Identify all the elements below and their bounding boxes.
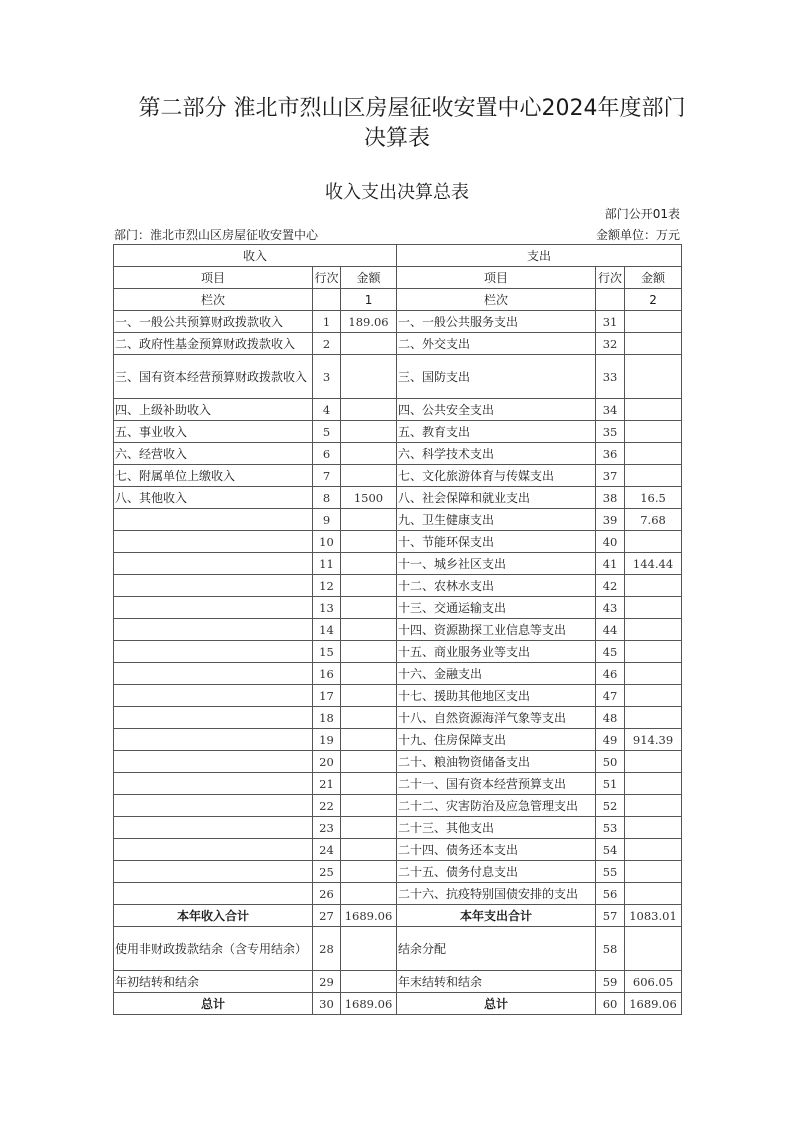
income-line-cell: 26 (313, 883, 341, 905)
income-amount-cell (341, 927, 397, 971)
income-item-cell: 五、事业收入 (114, 421, 313, 443)
table-row (114, 795, 682, 817)
income-line-cell: 6 (313, 443, 341, 465)
table-row (114, 333, 682, 355)
expense-amount-cell (625, 795, 682, 817)
expense-item-cell: 年末结转和结余 (397, 971, 596, 993)
income-amount-cell (341, 509, 397, 531)
income-amount-cell (341, 707, 397, 729)
expense-item-cell: 十、节能环保支出 (397, 531, 596, 553)
expense-item-cell: 八、社会保障和就业支出 (397, 487, 596, 509)
expense-line-cell: 52 (596, 795, 625, 817)
income-item-cell: 四、上级补助收入 (114, 399, 313, 421)
table-row (114, 531, 682, 553)
expense-amount-cell (625, 817, 682, 839)
income-line-cell: 10 (313, 531, 341, 553)
income-line-cell: 4 (313, 399, 341, 421)
income-line-cell: 17 (313, 685, 341, 707)
department-label: 部门：淮北市烈山区房屋征收安置中心 (114, 228, 319, 242)
table-row (114, 641, 682, 663)
expense-amount-cell (625, 773, 682, 795)
income-item-cell (114, 509, 313, 531)
expense-amount-cell (625, 443, 682, 465)
income-line-cell: 12 (313, 575, 341, 597)
income-line-cell: 5 (313, 421, 341, 443)
table-number: 部门公开01表 (604, 207, 680, 221)
document-title-line2: 决算表 (363, 126, 430, 151)
expense-line-cell: 58 (596, 927, 625, 971)
income-amount-cell (341, 817, 397, 839)
income-item-cell: 二、政府性基金预算财政拨款收入 (114, 333, 313, 355)
income-line-cell: 16 (313, 663, 341, 685)
income-item-cell (114, 597, 313, 619)
table-row (114, 729, 682, 751)
expense-amount-cell (625, 685, 682, 707)
table-row (114, 553, 682, 575)
expense-line-cell: 56 (596, 883, 625, 905)
table-row (114, 685, 682, 707)
expense-item-cell: 二十、粮油物资储备支出 (397, 751, 596, 773)
expense-item-cell: 二十六、抗疫特别国债安排的支出 (397, 883, 596, 905)
expense-line-cell: 42 (596, 575, 625, 597)
expense-item-cell: 二、外交支出 (397, 333, 596, 355)
income-item-cell: 八、其他收入 (114, 487, 313, 509)
expense-line-cell: 40 (596, 531, 625, 553)
income-amount-cell (341, 399, 397, 421)
expense-line-cell: 34 (596, 399, 625, 421)
income-item-cell: 年初结转和结余 (114, 971, 313, 993)
expense-amount-cell (625, 531, 682, 553)
table-row (114, 905, 682, 927)
expense-item-cell: 七、文化旅游体育与传媒支出 (397, 465, 596, 487)
expense-item-cell: 本年支出合计 (397, 905, 596, 927)
income-item-cell: 七、附属单位上缴收入 (114, 465, 313, 487)
table-row (114, 993, 682, 1015)
expense-item-cell: 十一、城乡社区支出 (397, 553, 596, 575)
income-column-number: 1 (341, 289, 397, 311)
expense-item-cell: 二十一、国有资本经营预算支出 (397, 773, 596, 795)
income-item-cell: 本年收入合计 (114, 905, 313, 927)
income-item-cell: 六、经营收入 (114, 443, 313, 465)
table-row (114, 487, 682, 509)
expense-amount-cell (625, 399, 682, 421)
income-line-cell: 14 (313, 619, 341, 641)
expense-line-cell: 31 (596, 311, 625, 333)
expense-item-cell: 三、国防支出 (397, 355, 596, 399)
income-item-cell (114, 861, 313, 883)
expense-line-cell: 39 (596, 509, 625, 531)
expense-line-cell: 47 (596, 685, 625, 707)
expense-amount-cell: 914.39 (625, 729, 682, 751)
table-row (114, 663, 682, 685)
table-row (114, 707, 682, 729)
income-line-cell: 7 (313, 465, 341, 487)
expense-amount-cell (625, 311, 682, 333)
income-amount-cell (341, 575, 397, 597)
expense-line-cell: 43 (596, 597, 625, 619)
header-row-columns (114, 267, 682, 289)
expense-item-cell: 四、公共安全支出 (397, 399, 596, 421)
income-item-cell (114, 553, 313, 575)
income-column-line-empty (313, 289, 341, 311)
table-row (114, 619, 682, 641)
income-column-label: 栏次 (114, 289, 313, 311)
income-line-cell: 24 (313, 839, 341, 861)
expense-item-cell: 十五、商业服务业等支出 (397, 641, 596, 663)
income-amount-cell (341, 465, 397, 487)
expense-amount-cell: 1689.06 (625, 993, 682, 1015)
expense-line-header: 行次 (596, 267, 625, 289)
table-row (114, 751, 682, 773)
income-amount-cell (341, 641, 397, 663)
table-row (114, 861, 682, 883)
expense-amount-cell (625, 421, 682, 443)
income-item-cell (114, 729, 313, 751)
income-amount-cell (341, 355, 397, 399)
income-line-cell: 1 (313, 311, 341, 333)
income-line-cell: 18 (313, 707, 341, 729)
expense-amount-cell (625, 641, 682, 663)
table-row (114, 509, 682, 531)
income-amount-cell (341, 443, 397, 465)
expense-item-cell: 十二、农林水支出 (397, 575, 596, 597)
expense-item-cell: 五、教育支出 (397, 421, 596, 443)
income-item-cell: 三、国有资本经营预算财政拨款收入 (114, 355, 313, 399)
income-amount-cell (341, 861, 397, 883)
expense-item-cell: 十四、资源勘探工业信息等支出 (397, 619, 596, 641)
expense-line-cell: 51 (596, 773, 625, 795)
table-row (114, 773, 682, 795)
expense-line-cell: 36 (596, 443, 625, 465)
income-amount-cell (341, 553, 397, 575)
income-item-cell (114, 641, 313, 663)
document-title-line1: 第二部分 淮北市烈山区房屋征收安置中心2024年度部门 (138, 96, 686, 121)
income-line-cell: 28 (313, 927, 341, 971)
income-line-cell: 9 (313, 509, 341, 531)
income-item-cell (114, 663, 313, 685)
table-row (114, 927, 682, 971)
expense-amount-cell (625, 707, 682, 729)
expense-item-header: 项目 (397, 267, 596, 289)
income-line-cell: 27 (313, 905, 341, 927)
expense-line-cell: 57 (596, 905, 625, 927)
income-line-cell: 21 (313, 773, 341, 795)
expense-line-cell: 41 (596, 553, 625, 575)
expense-item-cell: 十六、金融支出 (397, 663, 596, 685)
table-row (114, 971, 682, 993)
expense-line-cell: 50 (596, 751, 625, 773)
income-item-cell (114, 773, 313, 795)
income-line-cell: 3 (313, 355, 341, 399)
expense-column-line-empty (596, 289, 625, 311)
expense-amount-cell (625, 751, 682, 773)
expense-line-cell: 44 (596, 619, 625, 641)
income-item-cell (114, 817, 313, 839)
expense-amount-cell: 144.44 (625, 553, 682, 575)
table-row (114, 421, 682, 443)
expense-amount-cell (625, 927, 682, 971)
expense-amount-cell: 1083.01 (625, 905, 682, 927)
income-expense-table (113, 244, 682, 1015)
income-line-cell: 8 (313, 487, 341, 509)
income-amount-cell (341, 883, 397, 905)
expense-item-cell: 二十五、债务付息支出 (397, 861, 596, 883)
expense-line-cell: 32 (596, 333, 625, 355)
header-row-column-numbers (114, 289, 682, 311)
income-item-cell (114, 685, 313, 707)
income-header: 收入 (114, 245, 397, 267)
expense-line-cell: 33 (596, 355, 625, 399)
income-item-cell (114, 751, 313, 773)
income-amount-header: 金额 (341, 267, 397, 289)
expense-item-cell: 二十二、灾害防治及应急管理支出 (397, 795, 596, 817)
income-item-cell: 总计 (114, 993, 313, 1015)
expense-amount-cell (625, 663, 682, 685)
expense-amount-cell (625, 575, 682, 597)
income-amount-cell: 1500 (341, 487, 397, 509)
income-item-cell (114, 531, 313, 553)
income-amount-cell (341, 839, 397, 861)
expense-line-cell: 59 (596, 971, 625, 993)
expense-amount-header: 金额 (625, 267, 682, 289)
income-item-header: 项目 (114, 267, 313, 289)
income-amount-cell (341, 619, 397, 641)
expense-line-cell: 35 (596, 421, 625, 443)
income-amount-cell (341, 971, 397, 993)
expense-line-cell: 49 (596, 729, 625, 751)
income-line-header: 行次 (313, 267, 341, 289)
income-line-cell: 22 (313, 795, 341, 817)
table-row (114, 399, 682, 421)
income-line-cell: 13 (313, 597, 341, 619)
expense-line-cell: 37 (596, 465, 625, 487)
income-item-cell: 使用非财政拨款结余（含专用结余） (114, 927, 313, 971)
income-amount-cell (341, 685, 397, 707)
expense-column-number: 2 (625, 289, 682, 311)
income-line-cell: 23 (313, 817, 341, 839)
income-line-cell: 2 (313, 333, 341, 355)
expense-amount-cell (625, 861, 682, 883)
expense-item-cell: 十七、援助其他地区支出 (397, 685, 596, 707)
expense-amount-cell (625, 839, 682, 861)
unit-label: 金额单位：万元 (595, 228, 680, 242)
income-line-cell: 25 (313, 861, 341, 883)
income-line-cell: 20 (313, 751, 341, 773)
expense-line-cell: 46 (596, 663, 625, 685)
expense-line-cell: 48 (596, 707, 625, 729)
expense-amount-cell (625, 597, 682, 619)
income-line-cell: 29 (313, 971, 341, 993)
table-row (114, 817, 682, 839)
table-row (114, 575, 682, 597)
income-amount-cell: 1689.06 (341, 993, 397, 1015)
table-title: 收入支出决算总表 (325, 182, 469, 203)
header-row-sections (114, 245, 682, 267)
income-amount-cell: 1689.06 (341, 905, 397, 927)
expense-amount-cell: 606.05 (625, 971, 682, 993)
expense-item-cell: 九、卫生健康支出 (397, 509, 596, 531)
expense-line-cell: 53 (596, 817, 625, 839)
income-line-cell: 30 (313, 993, 341, 1015)
income-amount-cell (341, 421, 397, 443)
income-item-cell (114, 883, 313, 905)
income-amount-cell: 189.06 (341, 311, 397, 333)
expense-item-cell: 十九、住房保障支出 (397, 729, 596, 751)
income-item-cell (114, 619, 313, 641)
income-amount-cell (341, 531, 397, 553)
income-line-cell: 15 (313, 641, 341, 663)
expense-line-cell: 55 (596, 861, 625, 883)
expense-line-cell: 45 (596, 641, 625, 663)
income-amount-cell (341, 795, 397, 817)
income-line-cell: 19 (313, 729, 341, 751)
income-amount-cell (341, 333, 397, 355)
expense-item-cell: 结余分配 (397, 927, 596, 971)
expense-item-cell: 总计 (397, 993, 596, 1015)
income-amount-cell (341, 751, 397, 773)
income-amount-cell (341, 773, 397, 795)
expense-line-cell: 38 (596, 487, 625, 509)
income-item-cell (114, 795, 313, 817)
expense-amount-cell (625, 619, 682, 641)
expense-amount-cell: 7.68 (625, 509, 682, 531)
income-item-cell (114, 575, 313, 597)
table-row (114, 355, 682, 399)
expense-item-cell: 六、科学技术支出 (397, 443, 596, 465)
expense-amount-cell: 16.5 (625, 487, 682, 509)
expense-item-cell: 十八、自然资源海洋气象等支出 (397, 707, 596, 729)
expense-amount-cell (625, 465, 682, 487)
expense-item-cell: 十三、交通运输支出 (397, 597, 596, 619)
table-row (114, 465, 682, 487)
expense-column-label: 栏次 (397, 289, 596, 311)
income-amount-cell (341, 729, 397, 751)
income-amount-cell (341, 663, 397, 685)
income-line-cell: 11 (313, 553, 341, 575)
table-row (114, 311, 682, 333)
income-item-cell (114, 707, 313, 729)
income-item-cell: 一、一般公共预算财政拨款收入 (114, 311, 313, 333)
expense-line-cell: 54 (596, 839, 625, 861)
expense-amount-cell (625, 883, 682, 905)
table-row (114, 883, 682, 905)
expense-line-cell: 60 (596, 993, 625, 1015)
table-row (114, 839, 682, 861)
table-row (114, 597, 682, 619)
income-amount-cell (341, 597, 397, 619)
expense-item-cell: 二十四、债务还本支出 (397, 839, 596, 861)
income-item-cell (114, 839, 313, 861)
expense-item-cell: 一、一般公共服务支出 (397, 311, 596, 333)
expense-amount-cell (625, 355, 682, 399)
expense-amount-cell (625, 333, 682, 355)
expense-item-cell: 二十三、其他支出 (397, 817, 596, 839)
expense-header: 支出 (397, 245, 682, 267)
table-row (114, 443, 682, 465)
